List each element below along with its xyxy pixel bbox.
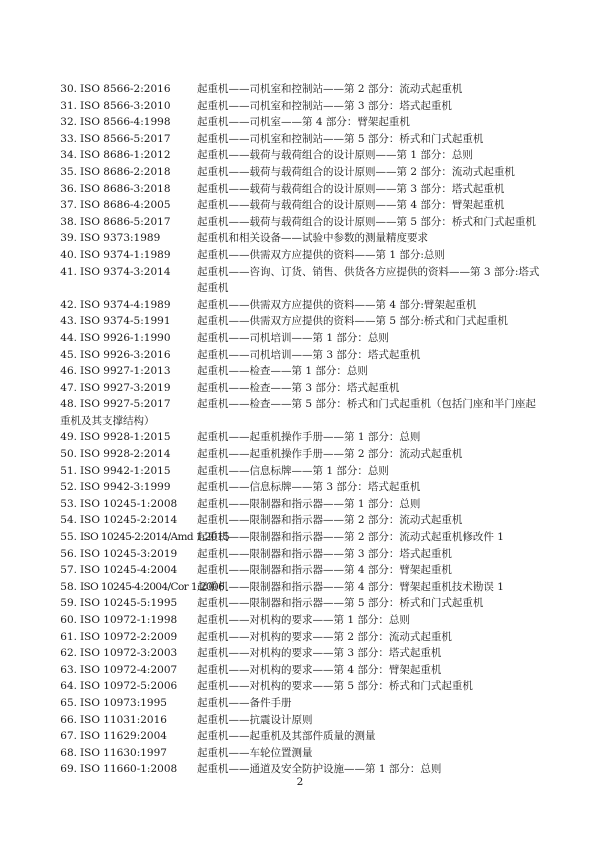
list-item [60, 264, 542, 297]
item-number: 38. [60, 215, 77, 228]
standard-title: 起重机——司机培训——第 3 部分：塔式起重机 [197, 348, 421, 361]
standard-title: 起重机——限制器和指示器——第 2 部分：流动式起重机修改件 1 [197, 531, 504, 544]
list-item [60, 629, 542, 646]
standard-code: ISO 10245-5:1995 [80, 597, 178, 610]
item-number: 56. [60, 547, 77, 560]
item-number: 32. [60, 116, 77, 129]
standard-title: 起重机——载荷与载荷组合的设计原则——第 5 部分：桥式和门式起重机 [197, 215, 536, 228]
list-item [60, 380, 542, 397]
standard-code: ISO 11630:1997 [80, 746, 167, 759]
list-item [60, 429, 542, 446]
standard-title: 起重机——对机构的要求——第 4 部分：臂架起重机 [197, 663, 442, 676]
list-item [60, 131, 542, 148]
list-item [60, 214, 542, 231]
standard-title: 起重机——司机室——第 4 部分：臂架起重机 [197, 116, 410, 129]
standard-title: 起重机——载荷与载荷组合的设计原则——第 3 部分：塔式起重机 [197, 182, 505, 195]
standard-title: 起重机——对机构的要求——第 3 部分：塔式起重机 [197, 647, 442, 660]
standard-code: ISO 10245-1:2008 [80, 497, 178, 510]
list-item [60, 595, 542, 612]
standard-title: 起重机——限制器和指示器——第 1 部分：总则 [197, 497, 421, 510]
standard-code: ISO 10972-5:2006 [80, 680, 178, 693]
item-number: 45. [60, 348, 77, 361]
item-number: 36. [60, 182, 77, 195]
standard-code: ISO 10245-2:2014 [80, 514, 178, 527]
list-item [60, 712, 542, 729]
item-number: 41. [60, 265, 77, 278]
list-item [60, 164, 542, 181]
item-number: 68. [60, 746, 77, 759]
standard-title: 起重机——司机室和控制站——第 5 部分：桥式和门式起重机 [197, 132, 484, 145]
standard-code: ISO 10972-4:2007 [80, 663, 178, 676]
standard-title: 起重机——供需双方应提供的资料——第 1 部分:总则 [197, 248, 445, 261]
standard-code: ISO 9374-5:1991 [80, 315, 171, 328]
standard-title: 起重机——通道及安全防护设施——第 1 部分：总则 [197, 763, 442, 776]
list-item [60, 181, 542, 198]
list-item [60, 463, 542, 480]
item-number: 59. [60, 597, 77, 610]
item-number: 64. [60, 680, 77, 693]
standard-title: 起重机——检查——第 5 部分：桥式和门式起重机（包括门座和半门座起重机及其支撑结构） [60, 398, 536, 427]
item-number: 53. [60, 497, 77, 510]
standard-code: ISO 8686-1:2012 [80, 149, 171, 162]
standard-title: 起重机——起重机操作手册——第 2 部分：流动式起重机 [197, 448, 463, 461]
item-number: 37. [60, 199, 77, 212]
item-number: 60. [60, 614, 77, 626]
standard-code: ISO 11031:2016 [80, 713, 167, 726]
list-item [60, 678, 542, 695]
item-number: 35. [60, 165, 77, 178]
item-number: 49. [60, 431, 77, 444]
standard-code: ISO 9926-1:1990 [80, 331, 171, 344]
standard-title: 起重机——司机室和控制站——第 3 部分：塔式起重机 [197, 99, 452, 112]
list-item [60, 396, 542, 429]
standard-code: ISO 8686-2:2018 [80, 165, 171, 178]
list-item [60, 695, 542, 712]
standard-title: 起重机——检查——第 3 部分：塔式起重机 [197, 381, 400, 394]
standard-title: 起重机——起重机及其部件质量的测量 [197, 730, 376, 743]
item-number: 57. [60, 564, 77, 577]
list-item [60, 562, 542, 579]
list-item [60, 662, 542, 679]
list-item [60, 147, 542, 164]
list-item [60, 728, 542, 745]
standard-code: ISO 10245-2:2014/Amd 1:2015 [80, 531, 230, 544]
standard-title: 起重机——限制器和指示器——第 3 部分：塔式起重机 [197, 547, 452, 560]
standard-title: 起重机——车轮位置测量 [197, 746, 313, 759]
item-number: 44. [60, 331, 77, 344]
list-item [60, 98, 542, 115]
item-number: 69. [60, 763, 77, 776]
standard-code: ISO 10972-2:2009 [80, 630, 178, 643]
standard-title: 起重机——起重机操作手册——第 1 部分：总则 [197, 431, 421, 444]
item-number: 58. [60, 580, 77, 593]
item-number: 67. [60, 730, 77, 743]
standard-code: ISO 9927-5:2017 [80, 398, 171, 411]
standard-title: 起重机——司机室和控制站——第 2 部分：流动式起重机 [197, 83, 463, 95]
item-number: 39. [60, 232, 77, 245]
standard-title: 起重机——对机构的要求——第 5 部分：桥式和门式起重机 [197, 680, 473, 693]
standard-title: 起重机——限制器和指示器——第 4 部分：臂架起重机 [197, 564, 452, 577]
standard-code: ISO 10972-3:2003 [80, 647, 178, 660]
item-number: 61. [60, 630, 77, 643]
list-item [60, 347, 542, 364]
standard-code: ISO 9942-3:1999 [80, 481, 171, 494]
standard-code: ISO 8566-4:1998 [80, 116, 171, 129]
list-item [60, 297, 542, 314]
standard-code: ISO 8566-3:2010 [80, 99, 171, 112]
standard-code: ISO 10973:1995 [80, 696, 167, 709]
standard-title: 起重机——信息标牌——第 3 部分：塔式起重机 [197, 481, 421, 494]
standard-title: 起重机——载荷与载荷组合的设计原则——第 1 部分：总则 [197, 149, 473, 162]
list-item [60, 81, 542, 98]
standard-code: ISO 10245-4:2004/Cor 1:2006 [80, 580, 225, 593]
standard-code: ISO 8686-3:2018 [80, 182, 171, 195]
list-item [60, 197, 542, 214]
standard-code: ISO 10972-1:1998 [80, 614, 178, 626]
standard-code: ISO 8686-4:2005 [80, 199, 171, 212]
list-item [60, 114, 542, 131]
item-number: 30. [60, 83, 77, 95]
list-item [60, 579, 542, 596]
list-item [60, 496, 542, 513]
page-number: 2 [296, 776, 304, 788]
item-number: 62. [60, 647, 77, 660]
standard-title: 起重机——抗震设计原则 [197, 713, 313, 726]
item-number: 42. [60, 298, 77, 311]
standard-code: ISO 11660-1:2008 [80, 763, 178, 776]
list-item [60, 612, 542, 629]
standard-code: ISO 9374-1:1989 [80, 248, 171, 261]
list-item [60, 529, 542, 546]
standard-title: 起重机——载荷与载荷组合的设计原则——第 4 部分：臂架起重机 [197, 199, 505, 212]
list-item [60, 546, 542, 563]
item-number: 66. [60, 713, 77, 726]
standard-code: ISO 11629:2004 [80, 730, 167, 743]
list-item [60, 230, 542, 247]
standard-code: ISO 9926-3:2016 [80, 348, 171, 361]
standard-code: ISO 8566-2:2016 [80, 83, 171, 95]
item-number: 51. [60, 464, 77, 477]
list-item [60, 330, 542, 347]
standard-code: ISO 9927-1:2013 [80, 365, 171, 378]
standard-title: 起重机——检查——第 1 部分：总则 [197, 365, 368, 378]
list-item [60, 745, 542, 762]
item-number: 34. [60, 149, 77, 162]
standard-title: 起重机——限制器和指示器——第 2 部分：流动式起重机 [197, 514, 463, 527]
standards-list [60, 81, 542, 778]
list-item [60, 512, 542, 529]
item-number: 48. [60, 398, 77, 411]
standard-title: 起重机——备件手册 [197, 696, 292, 709]
item-number: 50. [60, 448, 77, 461]
item-number: 63. [60, 663, 77, 676]
standard-title: 起重机和相关设备——试验中参数的测量精度要求 [197, 232, 428, 245]
item-number: 33. [60, 132, 77, 145]
standard-code: ISO 9928-1:2015 [80, 431, 171, 444]
list-item [60, 363, 542, 380]
standard-code: ISO 9927-3:2019 [80, 381, 171, 394]
standard-title: 起重机——供需双方应提供的资料——第 4 部分:臂架起重机 [197, 298, 477, 311]
standard-code: ISO 9374-3:2014 [80, 265, 171, 278]
standard-code: ISO 8566-5:2017 [80, 132, 171, 145]
standard-code: ISO 10245-4:2004 [80, 564, 178, 577]
list-item [60, 247, 542, 264]
item-number: 43. [60, 315, 77, 328]
standard-title: 起重机——限制器和指示器——第 4 部分：臂架起重机技术勘误 1 [197, 580, 504, 593]
standard-title: 起重机——供需双方应提供的资料——第 5 部分:桥式和门式起重机 [197, 315, 508, 328]
standard-title: 起重机——对机构的要求——第 2 部分：流动式起重机 [197, 630, 452, 643]
standard-code: ISO 8686-5:2017 [80, 215, 171, 228]
list-item [60, 479, 542, 496]
item-number: 40. [60, 248, 77, 261]
standard-title: 起重机——信息标牌——第 1 部分：总则 [197, 464, 389, 477]
standard-code: ISO 9942-1:2015 [80, 464, 171, 477]
standard-title: 起重机——司机培训——第 1 部分：总则 [197, 331, 389, 344]
list-item [60, 645, 542, 662]
item-number: 52. [60, 481, 77, 494]
standard-code: ISO 9374-4:1989 [80, 298, 171, 311]
standard-title: 起重机——对机构的要求——第 1 部分：总则 [197, 614, 410, 626]
item-number: 46. [60, 365, 77, 378]
list-item [60, 446, 542, 463]
item-number: 65. [60, 696, 77, 709]
item-number: 31. [60, 99, 77, 112]
standard-title: 起重机——限制器和指示器——第 5 部分：桥式和门式起重机 [197, 597, 484, 610]
standard-title: 起重机——咨询、订货、销售、供货各方应提供的资料——第 3 部分:塔式起重机 [197, 265, 540, 295]
standard-code: ISO 9928-2:2014 [80, 448, 171, 461]
standard-code: ISO 10245-3:2019 [80, 547, 178, 560]
list-item [60, 313, 542, 330]
standard-code: ISO 9373:1989 [80, 232, 161, 245]
item-number: 47. [60, 381, 77, 394]
standard-title: 起重机——载荷与载荷组合的设计原则——第 2 部分：流动式起重机 [197, 165, 515, 178]
item-number: 55. [60, 531, 77, 544]
item-number: 54. [60, 514, 77, 527]
